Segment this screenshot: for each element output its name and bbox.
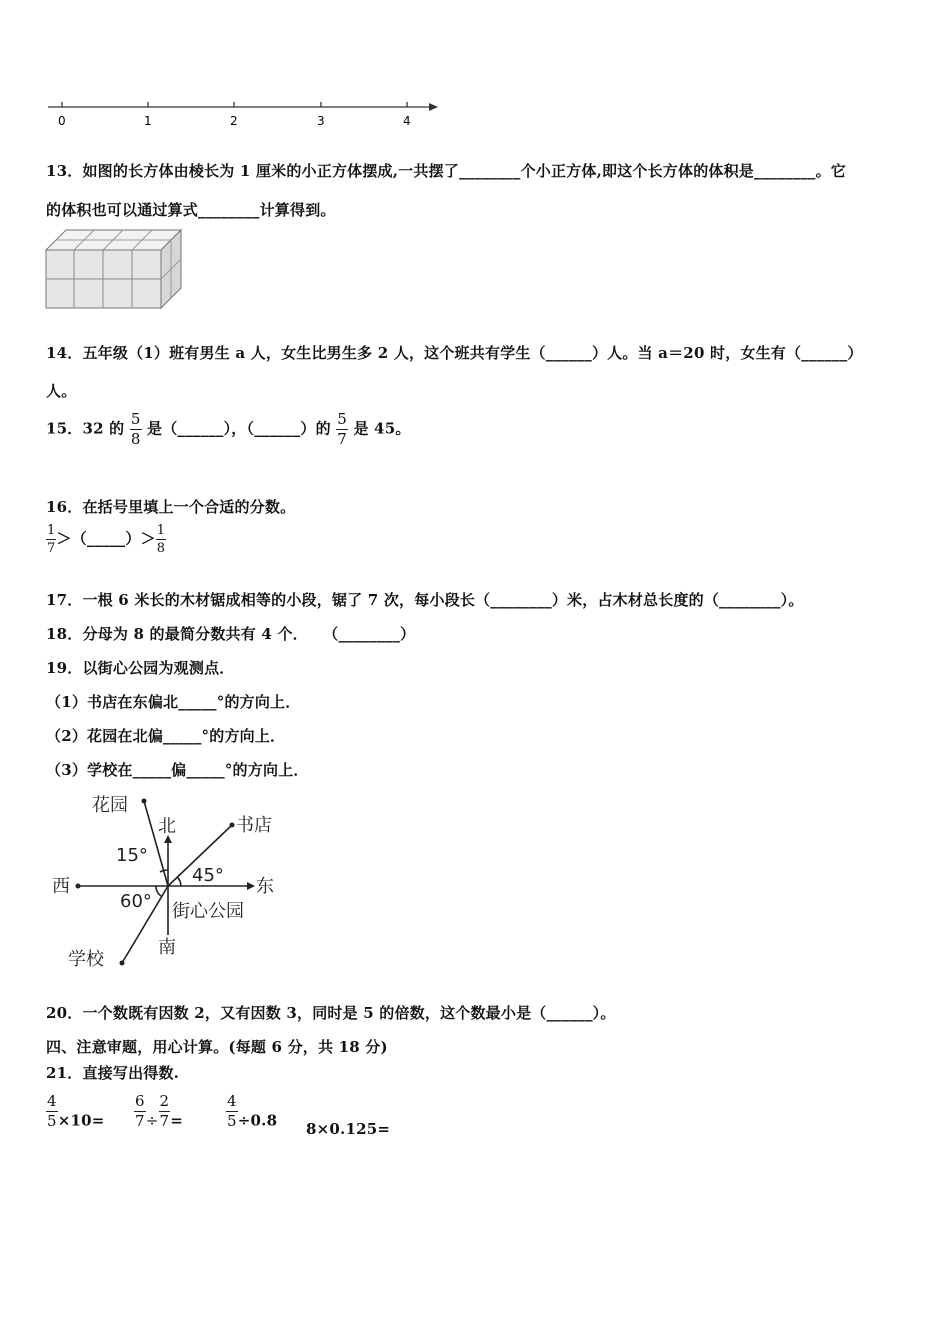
q16-comparison: [46, 524, 166, 555]
e3-rest: ÷0.8: [237, 1111, 278, 1130]
label-north: 北: [158, 816, 176, 837]
q21-expression-4: 8×0.125=: [306, 1120, 391, 1138]
q16-fracb-den: 8: [156, 541, 166, 556]
q16-fraction-a: [46, 524, 56, 555]
cuboid-figure: [44, 228, 184, 312]
q19-text: 19．以街心公园为观测点．: [46, 659, 235, 677]
q17-text: 17．一根 6 米长的木材锯成相等的小段，锯了 7 次，每小段长（________）米，占木材总长度的（________）。: [46, 591, 804, 609]
tick-label-1: 1: [144, 114, 152, 128]
e2-fraction-2: [159, 1094, 171, 1129]
label-east: 东: [256, 876, 274, 897]
tick-label-4: 4: [403, 114, 411, 128]
q16-text: 16．在括号里填上一个合适的分数。: [46, 498, 296, 516]
e1-den: 5: [47, 1112, 57, 1130]
q15-frac1-num: 5: [130, 410, 141, 428]
q19-sub1: （1）书店在东偏北_____°的方向上．: [46, 693, 301, 711]
q13-line2: 的体积也可以通过算式________计算得到。: [46, 201, 336, 219]
e1-num: 4: [47, 1092, 57, 1110]
label-south: 南: [158, 937, 176, 958]
q15-fraction-1: [130, 412, 142, 447]
label-center: 街心公园: [172, 901, 244, 922]
number-line: [40, 95, 450, 133]
e2-num2: 2: [159, 1092, 170, 1110]
q19-sub3: （3）学校在_____偏_____°的方向上．: [46, 761, 309, 779]
label-bookstore: 书店: [236, 815, 272, 836]
q13-line1: 13．如图的长方体由棱长为 1 厘米的小正方体摆成,一共摆了________个小正方体,即这个长方体的体积是________。它: [46, 162, 847, 180]
tick-label-0: 0: [58, 114, 66, 128]
q21-expression-2: [134, 1094, 183, 1130]
q14-line1: 14．五年级（1）班有男生 a 人，女生比男生多 2 人，这个班共有学生（______）人。当 a＝20 时，女生有（______）: [46, 344, 863, 362]
q15-frac1-den: 8: [130, 430, 141, 448]
e2-den1: 7: [135, 1112, 145, 1130]
label-angle-15: 15°: [116, 845, 148, 866]
q16-fraca-num: 1: [47, 523, 56, 538]
q21-text: 21．直接写出得数.: [46, 1064, 180, 1082]
q15: [46, 412, 411, 447]
e2-num1: 6: [135, 1092, 145, 1110]
label-angle-45: 45°: [192, 865, 224, 886]
q15-fraction-2: [336, 412, 348, 447]
q16-fracb-num: 1: [156, 523, 166, 538]
q15-frac2-num: 5: [337, 410, 347, 428]
q21-expression-3: [226, 1094, 277, 1130]
label-school: 学校: [68, 949, 104, 970]
label-west: 西: [52, 876, 70, 897]
section4-title: 四、注意审题，用心计算。(每题 6 分，共 18 分): [46, 1038, 388, 1056]
tick-label-3: 3: [317, 114, 325, 128]
q16-fraction-b: [156, 524, 166, 555]
e2-op: ÷: [145, 1111, 159, 1130]
q16-middle: ＞（_____）＞: [56, 529, 156, 548]
e2-den2: 7: [159, 1112, 170, 1130]
e1-fraction: [46, 1094, 58, 1129]
e2-rest: =: [170, 1111, 184, 1130]
q21-expression-1: [46, 1094, 105, 1130]
q16-fraca-den: 7: [47, 541, 56, 556]
q14-line2: 人。: [46, 382, 77, 400]
compass-diagram: [44, 785, 314, 975]
label-garden: 花园: [92, 795, 128, 816]
q15-frac2-den: 7: [337, 430, 347, 448]
q15-suffix: 是 45。: [353, 419, 411, 438]
e3-fraction: [226, 1094, 238, 1129]
tick-label-2: 2: [230, 114, 238, 128]
e1-rest: ×10=: [57, 1111, 105, 1130]
q15-prefix: 15．32 的: [46, 419, 125, 438]
q18-text: 18．分母为 8 的最简分数共有 4 个． （________）: [46, 625, 416, 643]
e3-den: 5: [227, 1112, 237, 1130]
e3-num: 4: [227, 1092, 237, 1110]
q20-text: 20．一个数既有因数 2，又有因数 3，同时是 5 的倍数，这个数最小是（______）。: [46, 1004, 616, 1022]
q15-middle: 是（______），（______）的: [147, 419, 331, 438]
q19-sub2: （2）花园在北偏_____°的方向上．: [46, 727, 286, 745]
e2-fraction-1: [134, 1094, 146, 1129]
label-angle-60: 60°: [120, 891, 152, 912]
